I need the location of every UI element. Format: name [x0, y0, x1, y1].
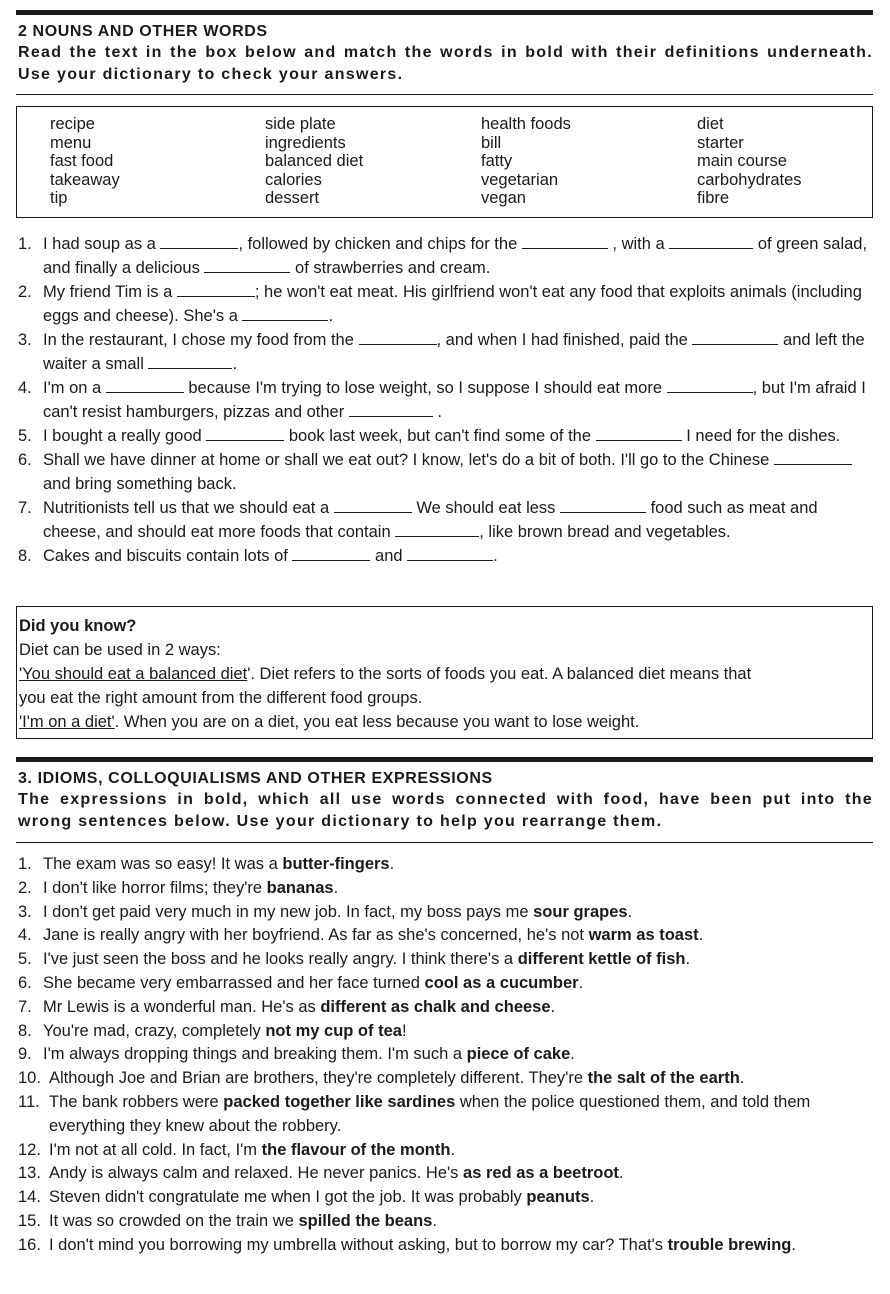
- exercise-text: , followed by chicken and chips for the: [238, 235, 522, 253]
- section2-top-rule: [16, 10, 873, 15]
- example-1-explanation: '. Diet refers to the sorts of foods you eat. A balanced diet means that: [247, 665, 752, 683]
- word: starter: [697, 133, 744, 152]
- exercise-text: Nutritionists tell us that we should eat a: [43, 499, 334, 517]
- exercise-text: of strawberries and cream.: [290, 259, 491, 277]
- exercise-text: , like brown bread and vegetables.: [479, 523, 731, 541]
- idiom-expression: sour grapes: [533, 902, 628, 921]
- idiom-sentence-end: .: [791, 1235, 796, 1254]
- section3-divider: [16, 842, 873, 843]
- word: dessert: [265, 189, 320, 207]
- exercise-text: My friend Tim is a: [43, 283, 177, 301]
- exercise-item: [16, 544, 876, 568]
- word: vegan: [481, 189, 526, 207]
- word-column-2: [265, 115, 363, 208]
- idiom-sentence-text: I'm always dropping things and breaking them. I'm such a: [43, 1045, 467, 1064]
- idiom-sentence-text: I don't get paid very much in my new job. In fact, my boss pays me: [43, 902, 534, 921]
- word: side plate: [265, 115, 336, 133]
- exercise-text: and left the waiter a small: [43, 331, 865, 373]
- exercise-text: .: [328, 307, 334, 325]
- exercise-number: 1.: [18, 235, 32, 253]
- idiom-expression: trouble brewing: [667, 1235, 792, 1254]
- answer-blank[interactable]: [667, 378, 753, 393]
- idiom-sentence-text: It was so crowded on the train we: [49, 1211, 299, 1230]
- exercise-number: 5.: [18, 427, 32, 445]
- answer-blank[interactable]: [206, 426, 284, 441]
- exercise-text: book last week, but can't find some of the: [284, 427, 596, 445]
- example-2-explanation: . When you are on a diet, you eat less because you want to lose weight.: [114, 713, 640, 731]
- section2-instructions: Read the text in the box below and match the words in bold with their definitions underneath. Use your dictionary to check your answers.: [18, 44, 873, 83]
- idiom-sentence-end: .: [627, 902, 633, 921]
- idiom-sentence-end: .: [698, 926, 704, 945]
- exercise-number: 4.: [18, 379, 32, 397]
- exercise-number: 3.: [18, 331, 32, 349]
- did-you-know-example-1: [17, 662, 872, 686]
- idiom-sentence-text: I don't like horror films; they're: [43, 878, 267, 897]
- word: fatty: [481, 152, 513, 170]
- idiom-number: 1.: [18, 855, 32, 873]
- idiom-sentence-text: Steven didn't congratulate me when I got the job. It was probably: [49, 1188, 527, 1207]
- section3-instructions: The expressions in bold, which all use words connected with food, have been put into the wrong sentences below. Use your dictionary to help you rearrange them.: [18, 791, 873, 830]
- idiom-sentence-text: Jane is really angry with her boyfriend. As far as she's concerned, he's not: [43, 926, 589, 945]
- idiom-item: [16, 1234, 876, 1258]
- idiom-expression: piece of cake: [466, 1045, 571, 1064]
- idiom-sentence-end: .: [570, 1045, 575, 1064]
- word: fibre: [697, 189, 730, 207]
- idiom-item: [16, 901, 876, 925]
- did-you-know-example-1-cont: you eat the right amount from the different food groups.: [19, 689, 423, 707]
- exercise-text: and: [370, 547, 408, 565]
- word: balanced diet: [265, 152, 364, 170]
- word-column-1: [50, 115, 120, 208]
- idiom-expression: the salt of the earth: [587, 1069, 740, 1088]
- word: menu: [50, 133, 92, 152]
- exercise-text: .: [432, 403, 442, 421]
- exercise-text: food such as meat and cheese, and should eat more foods that contain: [43, 499, 818, 541]
- exercise-text: because I'm trying to lose weight, so I suppose I should eat more: [183, 379, 667, 397]
- idiom-expression: spilled the beans: [298, 1211, 433, 1230]
- idiom-item: [16, 1210, 876, 1234]
- idiom-sentence-end: .: [685, 950, 691, 969]
- answer-blank[interactable]: [334, 498, 412, 513]
- did-you-know-box: [16, 606, 873, 739]
- idiom-expression: bananas: [266, 878, 334, 897]
- idiom-item: [16, 1067, 876, 1091]
- word: health foods: [481, 115, 571, 133]
- idiom-number: 4.: [18, 926, 32, 945]
- answer-blank[interactable]: [160, 234, 238, 249]
- answer-blank[interactable]: [560, 498, 646, 513]
- idiom-sentence-end: when the police questioned them, and told them everything they knew about the robbery.: [49, 1092, 811, 1135]
- gap-fill-exercises: [16, 232, 876, 568]
- idiom-sentence-text: Mr Lewis is a wonderful man. He's as: [43, 997, 321, 1016]
- idiom-number: 3.: [18, 902, 32, 921]
- idiom-number: 9.: [18, 1045, 32, 1064]
- exercise-text: I bought a really good: [43, 427, 207, 445]
- idiom-number: 8.: [18, 1021, 32, 1040]
- idiom-sentence-end: .: [578, 973, 584, 992]
- idiom-sentence-end: .: [432, 1211, 437, 1230]
- idiom-expression: as red as a beetroot: [463, 1164, 619, 1183]
- idiom-item: [16, 972, 876, 996]
- word-column-3: [481, 115, 571, 208]
- word-column-4: [697, 115, 802, 208]
- answer-blank[interactable]: [522, 234, 608, 249]
- exercise-text: I need for the dishes.: [681, 427, 841, 445]
- idiom-item: [16, 1139, 876, 1163]
- exercise-text: , but I'm afraid I can't resist hamburgers, pizzas and other: [43, 379, 866, 421]
- word: ingredients: [265, 133, 346, 152]
- idiom-sentence-text: I'm not at all cold. In fact, I'm: [49, 1140, 262, 1159]
- word: tip: [50, 189, 68, 207]
- idiom-list: [16, 853, 876, 1258]
- answer-blank[interactable]: [596, 426, 682, 441]
- idiom-number: 7.: [18, 997, 32, 1016]
- idiom-number: 10.: [18, 1069, 41, 1088]
- idiom-number: 13.: [18, 1164, 41, 1183]
- idiom-expression: butter-fingers: [282, 855, 390, 873]
- did-you-know-intro: Diet can be used in 2 ways:: [19, 641, 221, 659]
- answer-blank[interactable]: [242, 306, 328, 321]
- exercise-text: and bring something back.: [43, 475, 237, 493]
- exercise-item: [16, 424, 876, 448]
- example-1-quote: 'You should eat a balanced diet: [19, 665, 248, 683]
- word: main course: [697, 152, 787, 170]
- exercise-item: [16, 328, 876, 376]
- section3-top-rule: [16, 757, 873, 762]
- idiom-sentence-text: I've just seen the boss and he looks really angry. I think there's a: [43, 950, 518, 969]
- word: diet: [697, 115, 724, 133]
- word: takeaway: [50, 170, 120, 189]
- idiom-item: [16, 1043, 876, 1067]
- idiom-sentence-text: You're mad, crazy, completely: [43, 1021, 266, 1040]
- idiom-sentence-text: She became very embarrassed and her face turned: [43, 973, 425, 992]
- answer-blank[interactable]: [359, 330, 437, 345]
- answer-blank[interactable]: [395, 522, 479, 537]
- idiom-number: 15.: [18, 1211, 41, 1230]
- word-box: [16, 106, 873, 218]
- exercise-text: Shall we have dinner at home or shall we eat out? I know, let's do a bit of both. I'll go to the Chinese: [43, 451, 774, 469]
- did-you-know-example-2: [17, 710, 872, 734]
- answer-blank[interactable]: [349, 402, 433, 417]
- idiom-number: 12.: [18, 1140, 41, 1159]
- exercise-text: I'm on a: [43, 379, 106, 397]
- idiom-sentence-end: .: [618, 1164, 624, 1183]
- idiom-sentence-text: Although Joe and Brian are brothers, they're completely different. They're: [49, 1069, 588, 1088]
- idiom-expression: peanuts: [526, 1188, 590, 1207]
- idiom-sentence-text: I don't mind you borrowing my umbrella without asking, but to borrow my car? That's: [49, 1235, 668, 1254]
- idiom-number: 14.: [18, 1188, 41, 1207]
- idiom-sentence-text: Andy is always calm and relaxed. He never panics. He's: [49, 1164, 464, 1183]
- word: bill: [481, 133, 502, 152]
- exercise-item: [16, 232, 876, 280]
- idiom-sentence-text: The exam was so easy! It was a: [43, 855, 283, 873]
- answer-blank[interactable]: [177, 282, 255, 297]
- idiom-number: 5.: [18, 950, 32, 969]
- idiom-sentence-end: !: [401, 1021, 407, 1040]
- exercise-number: 6.: [18, 451, 32, 469]
- answer-blank[interactable]: [106, 378, 184, 393]
- idiom-expression: warm as toast: [588, 926, 699, 945]
- exercise-item: [16, 496, 876, 544]
- idiom-item: [16, 877, 876, 901]
- exercise-text: We should eat less: [411, 499, 561, 517]
- exercise-text: ; he won't eat meat. His girlfriend won't eat any food that exploits animals (including eggs and cheese). She's a: [43, 283, 862, 325]
- idiom-item: [16, 1020, 876, 1044]
- idiom-sentence-end: .: [333, 878, 339, 897]
- exercise-text: , and when I had finished, paid the: [436, 331, 693, 349]
- word: carbohydrates: [697, 170, 802, 189]
- word: calories: [265, 170, 322, 189]
- section2-title: 2 NOUNS AND OTHER WORDS: [18, 23, 268, 40]
- idiom-sentence-end: .: [450, 1140, 456, 1159]
- idiom-item: [16, 996, 876, 1020]
- idiom-sentence-text: The bank robbers were: [49, 1092, 224, 1111]
- idiom-expression: not my cup of tea: [265, 1021, 402, 1040]
- idiom-sentence-end: .: [739, 1069, 745, 1088]
- exercise-number: 2.: [18, 283, 32, 301]
- idiom-sentence-end: .: [389, 855, 395, 873]
- answer-blank[interactable]: [774, 450, 852, 465]
- idiom-number: 2.: [18, 878, 32, 897]
- idiom-item: [16, 1186, 876, 1210]
- idiom-sentence-end: .: [589, 1188, 595, 1207]
- idiom-number: 11.: [18, 1092, 40, 1111]
- idiom-item: [16, 853, 876, 877]
- idiom-item: [16, 924, 876, 948]
- idiom-number: 16.: [18, 1235, 41, 1254]
- exercise-text: I had soup as a: [43, 235, 161, 253]
- exercise-text: , with a: [607, 235, 670, 253]
- word: fast food: [50, 152, 114, 170]
- idiom-sentence-end: .: [550, 997, 556, 1016]
- word: vegetarian: [481, 170, 559, 189]
- exercise-text: Cakes and biscuits contain lots of: [43, 547, 293, 565]
- answer-blank[interactable]: [148, 354, 232, 369]
- exercise-text: of green salad, and finally a delicious: [43, 235, 868, 277]
- exercise-text: In the restaurant, I chose my food from the: [43, 331, 359, 349]
- exercise-item: [16, 280, 876, 328]
- idiom-expression: different kettle of fish: [517, 950, 686, 969]
- idiom-number: 6.: [18, 973, 32, 992]
- did-you-know-heading: Did you know?: [19, 617, 137, 635]
- exercise-number: 8.: [18, 547, 32, 565]
- section3-title: 3. IDIOMS, COLLOQUIALISMS AND OTHER EXPRESSIONS: [18, 770, 493, 787]
- idiom-item: [16, 948, 876, 972]
- idiom-expression: cool as a cucumber: [424, 973, 579, 992]
- answer-blank[interactable]: [407, 546, 493, 561]
- example-2-quote: 'I'm on a diet': [19, 713, 115, 731]
- section2-divider: [16, 94, 873, 95]
- exercise-item: [16, 448, 876, 496]
- idiom-expression: the flavour of the month: [261, 1140, 451, 1159]
- exercise-text: .: [493, 547, 498, 565]
- answer-blank[interactable]: [204, 258, 290, 273]
- idiom-item: [16, 1162, 876, 1186]
- exercise-number: 7.: [18, 499, 32, 517]
- idiom-expression: different as chalk and cheese: [320, 997, 551, 1016]
- exercise-item: [16, 376, 876, 424]
- answer-blank[interactable]: [692, 330, 778, 345]
- idiom-item: [16, 1091, 876, 1139]
- answer-blank[interactable]: [669, 234, 753, 249]
- exercise-text: .: [232, 355, 238, 373]
- answer-blank[interactable]: [292, 546, 370, 561]
- idiom-expression: packed together like sardines: [223, 1092, 456, 1111]
- word: recipe: [50, 115, 95, 133]
